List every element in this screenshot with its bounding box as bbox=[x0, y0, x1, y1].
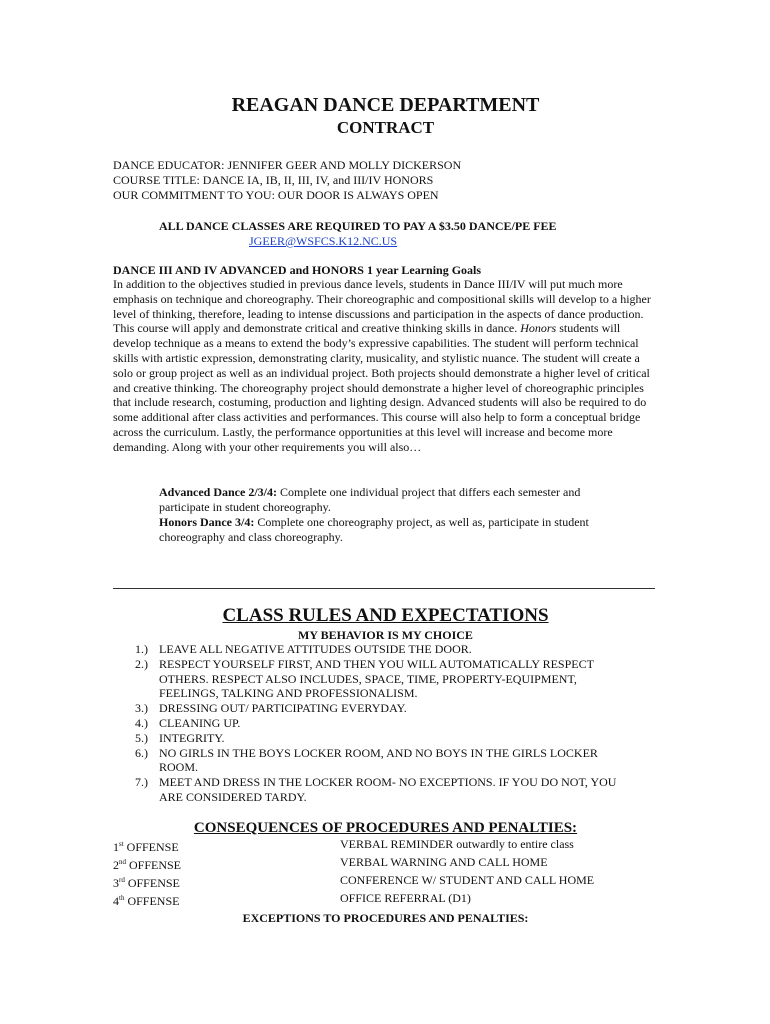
fee-notice: ALL DANCE CLASSES ARE REQUIRED TO PAY A $3.50 DANCE/PE FEE bbox=[159, 219, 557, 233]
offense-number: 1 bbox=[113, 840, 119, 854]
offense-ordinal: th bbox=[119, 894, 125, 902]
offense-label: OFFENSE bbox=[124, 894, 180, 908]
advanced-requirement bbox=[159, 485, 629, 515]
penalty-cell: VERBAL WARNING AND CALL HOME bbox=[340, 855, 548, 869]
table-row bbox=[113, 837, 658, 855]
rules-heading: CLASS RULES AND EXPECTATIONS bbox=[222, 605, 549, 626]
goals-text-honors: Honors bbox=[520, 321, 557, 336]
rule-text: LEAVE ALL NEGATIVE ATTITUDES OUTSIDE THE DOOR. bbox=[159, 642, 472, 656]
consequences-heading: CONSEQUENCES OF PROCEDURES AND PENALTIES: bbox=[193, 820, 578, 836]
rule-number: 5.) bbox=[135, 730, 148, 745]
list-item bbox=[135, 775, 635, 805]
rule-number: 7.) bbox=[135, 775, 148, 790]
document-subtitle: CONTRACT bbox=[336, 118, 435, 137]
rule-text: NO GIRLS IN THE BOYS LOCKER ROOM, AND NO BOYS IN THE GIRLS LOCKER ROOM. bbox=[159, 745, 598, 775]
table-row bbox=[113, 891, 658, 909]
offense-number: 3 bbox=[113, 876, 119, 890]
list-item bbox=[135, 701, 635, 716]
goals-text-a: In addition to the objectives studied in previous dance levels, students in Dance III/IV will put much more emphasis on technique and choreography. Their choreographic and compositional skills will develop to a higher level of thinking, therefore, leading to intense discussions and participation in the aspects of dance production. This course will apply and demonstrate critical and creative thinking skills in dance. bbox=[113, 277, 651, 336]
advanced-label: Advanced Dance 2/3/4: bbox=[159, 485, 277, 499]
honors-text: Complete one choreography project, as well as, participate in student choreography and class choreography. bbox=[159, 515, 589, 544]
goals-heading: DANCE III AND IV ADVANCED and HONORS 1 year Learning Goals bbox=[113, 263, 482, 277]
offense-cell bbox=[113, 855, 340, 873]
rule-number: 1.) bbox=[135, 642, 148, 656]
offense-ordinal: nd bbox=[119, 858, 126, 866]
rule-text: DRESSING OUT/ PARTICIPATING EVERYDAY. bbox=[159, 701, 407, 716]
penalty-cell: OFFICE REFERRAL (D1) bbox=[340, 891, 471, 905]
offense-number: 4 bbox=[113, 894, 119, 908]
penalty-cell: CONFERENCE W/ STUDENT AND CALL HOME bbox=[340, 873, 595, 887]
exceptions-heading: EXCEPTIONS TO PROCEDURES AND PENALTIES: bbox=[242, 911, 529, 925]
rule-number: 3.) bbox=[135, 701, 148, 716]
offense-label: OFFENSE bbox=[124, 876, 180, 890]
goals-paragraph bbox=[113, 277, 658, 455]
table-row bbox=[113, 855, 658, 873]
list-item bbox=[135, 746, 635, 776]
offense-label: OFFENSE bbox=[126, 858, 182, 872]
offense-cell bbox=[113, 837, 340, 855]
advanced-text: Complete one individual project that differs each semester and participate in student choreography. bbox=[159, 485, 581, 514]
rules-subheading: MY BEHAVIOR IS MY CHOICE bbox=[298, 628, 473, 642]
educator-line: DANCE EDUCATOR: JENNIFER GEER AND MOLLY DICKERSON bbox=[113, 158, 462, 172]
list-item bbox=[135, 731, 635, 746]
rule-text: MEET AND DRESS IN THE LOCKER ROOM- NO EXCEPTIONS. IF YOU DO NOT, YOU ARE CONSIDERED TARDY. bbox=[159, 775, 617, 804]
email-link[interactable]: JGEER@WSFCS.K12.NC.US bbox=[249, 234, 398, 248]
rule-text: RESPECT YOURSELF FIRST, AND THEN YOU WILL AUTOMATICALLY RESPECT OTHERS. RESPECT ALSO INCLUDES, SPACE, TIME, PROPERTY-EQUIPMENT, FEELINGS, TALKING AND PROFESSIONALISM. bbox=[159, 656, 594, 701]
course-info bbox=[113, 158, 461, 203]
list-item bbox=[135, 716, 635, 731]
offense-cell bbox=[113, 873, 340, 891]
honors-label: Honors Dance 3/4: bbox=[159, 515, 255, 529]
offense-number: 2 bbox=[113, 858, 119, 872]
honors-requirement bbox=[159, 515, 629, 545]
penalties-table bbox=[113, 837, 658, 909]
project-requirements bbox=[159, 485, 629, 545]
rule-number: 4.) bbox=[135, 715, 148, 730]
rules-list bbox=[135, 642, 635, 805]
course-title-line: COURSE TITLE: DANCE IA, IB, II, III, IV, and III/IV HONORS bbox=[113, 173, 434, 187]
list-item bbox=[135, 657, 635, 701]
rule-number: 6.) bbox=[135, 745, 148, 760]
penalty-cell: VERBAL REMINDER outwardly to entire class bbox=[340, 837, 574, 851]
commitment-line: OUR COMMITMENT TO YOU: OUR DOOR IS ALWAYS OPEN bbox=[113, 188, 439, 202]
offense-ordinal: st bbox=[119, 840, 124, 848]
rule-text: CLEANING UP. bbox=[159, 715, 241, 730]
rule-number: 2.) bbox=[135, 656, 148, 671]
document-title: REAGAN DANCE DEPARTMENT bbox=[231, 94, 540, 116]
offense-cell bbox=[113, 891, 340, 909]
divider-line bbox=[113, 588, 655, 589]
rule-text: INTEGRITY. bbox=[159, 730, 225, 745]
list-item bbox=[135, 642, 635, 657]
offense-label: OFFENSE bbox=[123, 840, 179, 854]
offense-ordinal: rd bbox=[119, 876, 125, 884]
table-row bbox=[113, 873, 658, 891]
goals-text-b: students will develop technique as a means to extend the body’s expressive capabilities. The student will perform technical skills with artistic expression, demonstrating clarity, musicality, and stylistic nuance. The student will create a solo or group project as well as an individual project. Both projects should demonstrate a higher level of critical and creative thinking. The choreography project should demonstrate a higher level of choreographic principles that include research, costuming, production and lighting design. Advanced students will also be required to do some additional after class activities and performances. This course will also help to form a conceptual bridge across the curriculum. Lastly, the performance opportunities at this level will increase and become more demanding. Along with your other requirements you will also… bbox=[113, 321, 650, 454]
